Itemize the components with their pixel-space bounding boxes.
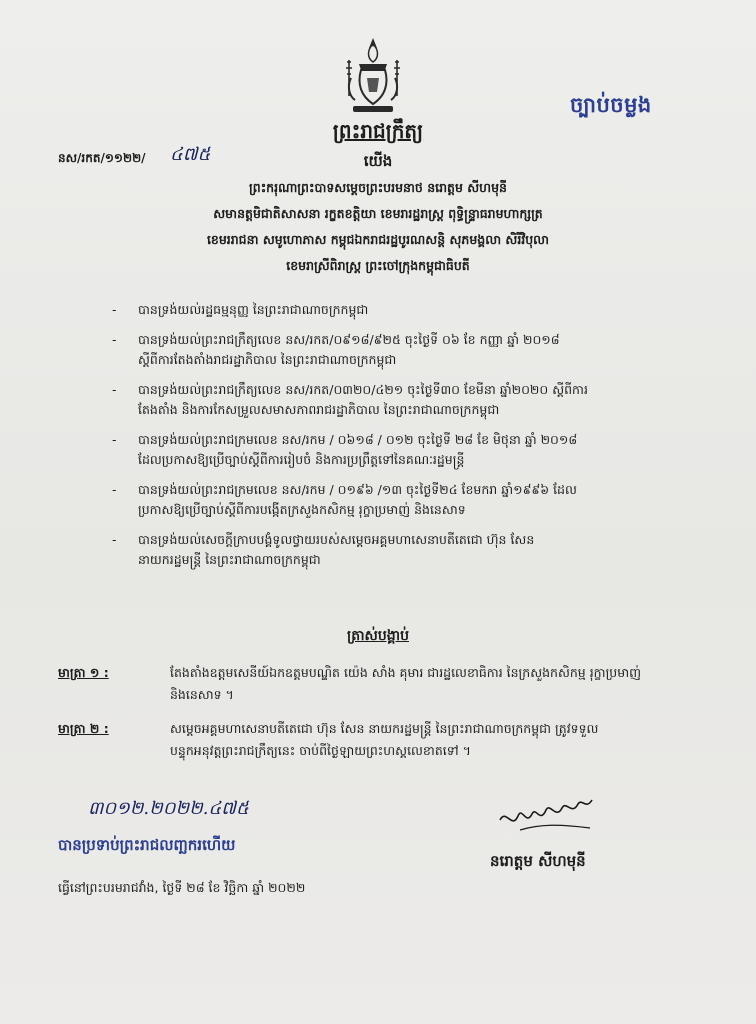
article-line: និងនេសាទ ។ (170, 687, 234, 702)
consideration-line: តែងតាំង និងការកែសម្រួលសមាសភាពរាជរដ្ឋាភិបាល នៃព្រះរាជាណាចក្រកម្ពុជា (138, 402, 500, 417)
list-dash: - (112, 482, 117, 497)
article-2 (58, 718, 708, 762)
consideration-line: បានទ្រង់យល់សេចក្តីក្រាបបង្គំទូលថ្វាយរបស់សម្តេចអគ្គមហាសេនាបតីតេជោ ហ៊ុន សែន (138, 532, 535, 547)
article-label: មាត្រា ២ : (58, 721, 109, 736)
consideration-item (112, 380, 702, 420)
consideration-item (112, 430, 702, 470)
article-label: មាត្រា ១ : (58, 665, 109, 680)
consideration-line: ស្តីពីការតែងតាំងរាជរដ្ឋាភិបាល នៃព្រះរាជាណាចក្រកម្ពុជា (138, 352, 397, 367)
article-line: បន្ទុកអនុវត្តព្រះរាជក្រឹត្យនេះ ចាប់ពីថ្ងៃឡាយព្រះហស្តលេខាតទៅ ។ (170, 743, 471, 758)
consideration-item (112, 330, 702, 370)
list-dash: - (112, 532, 117, 547)
consideration-line: បានទ្រង់យល់ព្រះរាជក្រឹត្យលេខ នស/រកត/០៩១៨/៩២៥ ចុះថ្ងៃទី ០៦ ខែ កញ្ញា ឆ្នាំ ២០១៨ (138, 332, 560, 347)
copy-stamp: ច្បាប់ចម្លង (570, 93, 652, 117)
article-1 (58, 662, 708, 706)
consideration-item (112, 300, 702, 320)
consideration-line: បានទ្រង់យល់ព្រះរាជក្រមលេខ នស/រកម / ០១៩៦ /១៣ ចុះថ្ងៃទី២៤ ខែមករា ឆ្នាំ១៩៩៦ ដែល (138, 482, 577, 497)
place-and-date: ធ្វើនៅព្រះបរមរាជវាំង, ថ្ងៃទី ២៨ ខែ វិច្ឆិកា ឆ្នាំ ២០២២ (58, 880, 306, 895)
king-title-line: ខេមរាស្រីពិរាស្ត្រ ព្រះចៅក្រុងកម្ពុជាធិបតី (286, 258, 470, 273)
signer-name: នរោត្តម សីហមុនី (490, 852, 586, 870)
king-title-line: ខេមររាជនា សមូហោភាស កម្ពុជឯករាជរដ្ឋបូរណសន្តិ សុភមង្គលា សិរីវិបុលា (206, 232, 550, 247)
royal-seal-stamp: បានប្រទាប់ព្រះរាជលញ្ឆករហើយ (58, 836, 236, 854)
article-line: សម្តេចអគ្គមហាសេនាបតីតេជោ ហ៊ុន សែន នាយករដ្ឋមន្ត្រី នៃព្រះរាជាណាចក្រកម្ពុជា ត្រូវទទួល (170, 721, 599, 736)
reference-number: នស/រកត/១១២២/ (58, 151, 146, 165)
consideration-item (112, 530, 702, 570)
king-title-line: ព្រះករុណាព្រះបាទសម្តេចព្រះបរមនាថ នរោត្តម សីហមុនី (249, 180, 507, 195)
decree-heading: ត្រាស់បង្គាប់ (347, 628, 409, 644)
article-body (170, 662, 708, 706)
king-title-line: សមានត្តមិជាតិសាសនា រក្ខតខត្តិយា ខេមរារដ្ឋរាស្ត្រ ពុទ្ធិន្ទ្រាធរាមហាក្សត្រ (213, 206, 543, 221)
document-title: ព្រះរាជក្រឹត្យ (332, 119, 424, 143)
consideration-item (112, 480, 702, 520)
list-dash: - (112, 432, 117, 447)
royal-signature-icon (490, 780, 610, 840)
issuer-word: យើង (363, 152, 393, 170)
consideration-line: បានទ្រង់យល់ព្រះរាជក្រមលេខ នស/រកម / ០៦១៨ / ០១២ ចុះថ្ងៃទី ២៨ ខែ មិថុនា ឆ្នាំ ២០១៨ (138, 432, 578, 447)
consideration-line: ដែលប្រកាសឱ្យប្រើច្បាប់ស្តីពីការរៀបចំ និងការប្រព្រឹត្តទៅនៃគណៈរដ្ឋមន្ត្រី (138, 452, 465, 467)
consideration-line: នាយករដ្ឋមន្ត្រី នៃព្រះរាជាណាចក្រកម្ពុជា (138, 552, 321, 567)
consideration-line: បានទ្រង់យល់រដ្ឋធម្មនុញ្ញ នៃព្រះរាជាណាចក្រកម្ពុជា (138, 302, 369, 317)
reference-number-handwritten: ៤៧៥ (170, 144, 211, 165)
considerations-list (112, 300, 702, 580)
article-body (170, 718, 708, 762)
consideration-line: ប្រកាសឱ្យប្រើច្បាប់ស្តីពីការបង្កើតក្រសួងកសិកម្ម រុក្ខាប្រមាញ់ និងនេសាទ (138, 502, 466, 517)
list-dash: - (112, 332, 117, 347)
list-dash: - (112, 382, 117, 397)
consideration-line: បានទ្រង់យល់ព្រះរាជក្រឹត្យលេខ នស/រកត/០៣២០/៤២១ ចុះថ្ងៃទី៣០ ខែមីនា ឆ្នាំ២០២០ ស្តីពីការ (138, 382, 588, 397)
list-dash: - (112, 302, 117, 317)
article-line: តែងតាំងឧត្តមសេនីយ៍ឯកឧត្តមបណ្ឌិត យ៉េង សាំង គុមារ ជារដ្ឋលេខាធិការ នៃក្រសួងកសិកម្ម រុក្ខាប្រមាញ់ (170, 665, 642, 680)
royal-coat-of-arms-icon (333, 34, 413, 118)
handwritten-date: ៣០១២.២០២២.៤៧៥ (88, 798, 249, 819)
